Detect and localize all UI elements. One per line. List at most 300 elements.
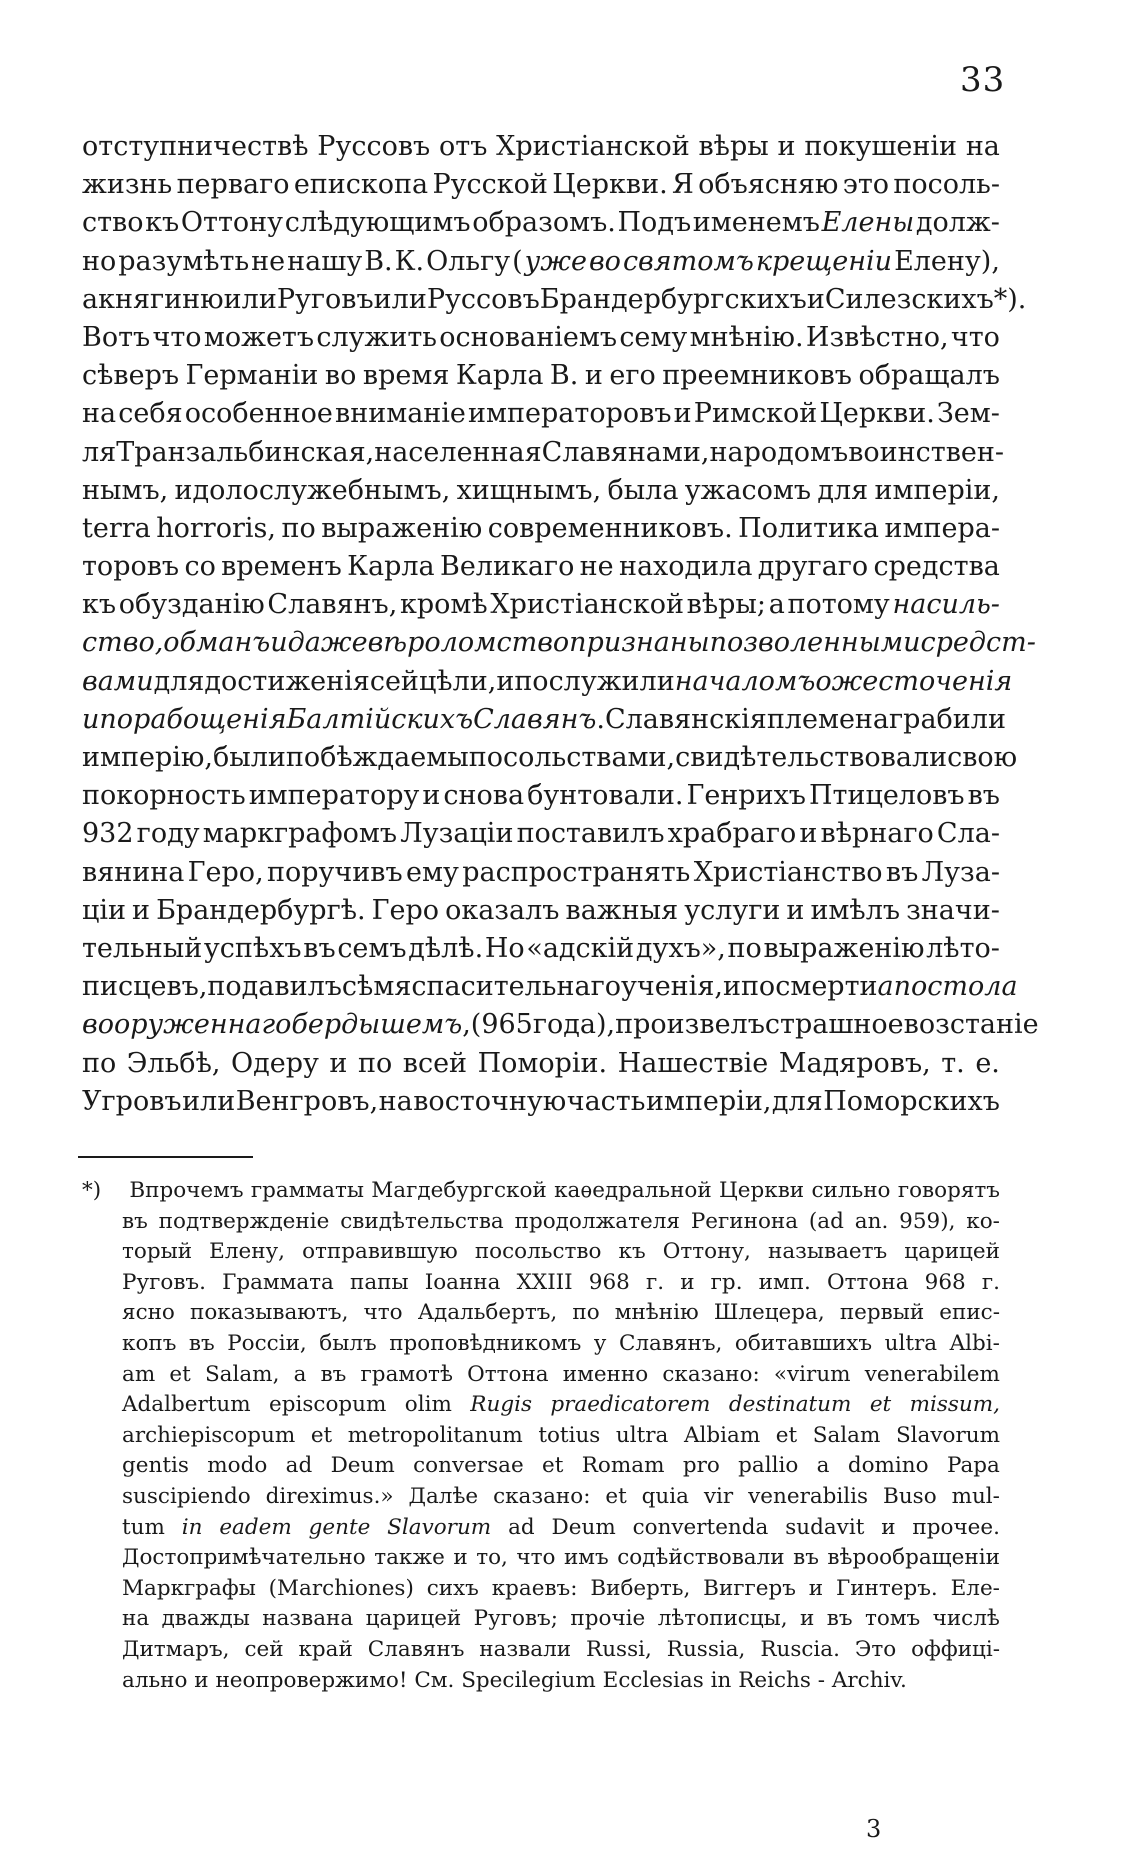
word: Христіанской (496, 131, 690, 162)
word: Луза- (921, 856, 1000, 888)
word: распространять (462, 856, 691, 888)
word: Карла (455, 360, 544, 392)
word: маркграфомъ (202, 818, 398, 850)
text-line (82, 548, 1000, 586)
word: и (82, 703, 100, 735)
word: для (153, 665, 205, 697)
word: et (169, 1361, 191, 1387)
word: Specilegium (461, 1667, 603, 1693)
word: Извѣстно, (805, 321, 949, 353)
word: можетъ (203, 321, 315, 353)
word: произвелъ (615, 1009, 765, 1041)
word: время (362, 360, 450, 392)
word: имѣлъ (810, 894, 901, 926)
word: семъ (337, 932, 407, 964)
word: «адскій (526, 932, 635, 964)
word: именемъ (692, 207, 820, 239)
word: Геро, (187, 856, 264, 888)
word: Ольгу (426, 245, 511, 277)
word: позволенными (709, 627, 921, 659)
word: лѣто- (926, 932, 1000, 964)
word: Славянъ (473, 703, 597, 735)
word: т. (941, 1047, 965, 1079)
word: Руссовъ (426, 283, 540, 315)
word: свидѣтельства (340, 1208, 504, 1234)
word: началомъ (674, 665, 816, 697)
word: обузданію (118, 589, 265, 621)
word: terra (82, 512, 151, 544)
word: ученія, (620, 971, 723, 1003)
word: Лузаціи (400, 818, 514, 850)
word: Шлецера, (713, 1300, 825, 1326)
word: domino (847, 1453, 929, 1479)
word: со (184, 551, 216, 583)
word: et (605, 1483, 627, 1509)
word: Оттону, (662, 1239, 751, 1265)
word: а (768, 589, 785, 621)
word: Брандербургѣ. (156, 894, 366, 926)
word: Сла- (936, 818, 1000, 850)
word: императоровъ (468, 398, 672, 430)
text-line (82, 434, 1005, 472)
word: ко- (966, 1208, 1000, 1234)
word: не (251, 245, 286, 277)
word: сѣверъ (82, 360, 180, 392)
word: Граммата (222, 1269, 334, 1295)
word: что (950, 321, 1000, 353)
word: подавилъ (207, 971, 342, 1003)
word: сказано: (493, 1483, 591, 1509)
word: venerabilem (864, 1361, 1000, 1387)
word: Ruscia. (760, 1636, 840, 1662)
word: возстаніе (903, 1009, 1039, 1041)
word: также (374, 1545, 445, 1571)
word: Оттона (827, 1269, 909, 1295)
word: особенное (184, 398, 333, 430)
page-number: 33 (960, 60, 1006, 100)
word: дважды (161, 1606, 250, 1632)
word: Римской (693, 398, 818, 430)
word: грамотѣ (360, 1361, 453, 1387)
word: или (223, 283, 277, 315)
word: значи- (906, 894, 1000, 926)
word: сказано: (662, 1361, 760, 1387)
word: грабили (889, 703, 1006, 735)
word: et (542, 1453, 564, 1479)
word: къ (145, 207, 180, 239)
word: въ (885, 856, 919, 888)
text-line (82, 281, 1027, 319)
text-line (82, 624, 1036, 662)
word: Papa (946, 1453, 1000, 1479)
word: мнѣнію. (689, 321, 804, 353)
word: покушеніи (804, 131, 958, 162)
word: образомъ. (472, 207, 616, 239)
text-line (82, 357, 1000, 395)
word: , (462, 1009, 471, 1041)
word: его (609, 360, 656, 392)
word: Германіи (185, 360, 319, 392)
word: покорность (82, 780, 246, 812)
word: ожесточенія (815, 665, 1013, 697)
word: Archiv. (831, 1667, 907, 1693)
word: перваго (176, 169, 290, 201)
word: Мадяровъ, (778, 1047, 931, 1079)
word: на (82, 398, 117, 430)
word: Salam (812, 1422, 881, 1448)
word: (ad (808, 1208, 844, 1234)
word: ально (122, 1667, 195, 1693)
word: поручивъ (267, 856, 403, 888)
word: вниманіе (335, 398, 466, 430)
footnote-line (82, 1451, 1000, 1482)
word: (965 (470, 1009, 533, 1041)
word: Подъ (617, 207, 692, 239)
word: по (727, 932, 762, 964)
word: Виггеръ (703, 1575, 796, 1601)
word: лѣтописцы, (657, 1606, 788, 1632)
word: на (122, 1606, 150, 1632)
word: а (82, 283, 99, 315)
word: по (281, 512, 316, 544)
word: Руговъ. (122, 1269, 206, 1295)
word: - (817, 1667, 832, 1693)
word: и (453, 1545, 468, 1571)
word: Россіи, (227, 1330, 307, 1356)
word: См. (414, 1667, 462, 1693)
word: et (869, 1392, 892, 1418)
word: называетъ (767, 1239, 888, 1265)
word: Руссовъ (317, 131, 431, 162)
word: an. (854, 1208, 889, 1234)
word: gentis (122, 1453, 189, 1479)
word: vir (703, 1483, 734, 1509)
word: оффиці- (911, 1636, 1000, 1662)
word: 932 (82, 818, 134, 850)
word: сей (244, 1636, 284, 1662)
word: идолослужебнымъ, (174, 474, 451, 506)
word: Поморскихъ (823, 1085, 1000, 1117)
text-line (82, 166, 1000, 204)
word: Оттону (180, 207, 284, 239)
footnote-divider (78, 1156, 253, 1158)
word: и (722, 971, 741, 1003)
text-line (82, 739, 1018, 777)
word: Но (484, 932, 525, 964)
word: ему (406, 856, 459, 888)
word: 968 (588, 1269, 630, 1295)
word: епис- (939, 1300, 1000, 1326)
word: «virum (773, 1361, 851, 1387)
word: томъ (864, 1606, 921, 1632)
word: Русской (432, 169, 548, 201)
word: Славянами, (541, 436, 710, 468)
word: во (324, 360, 357, 392)
word: или (373, 283, 427, 315)
word: выраженію (763, 932, 925, 964)
word: Slavorum (387, 1514, 492, 1540)
word: Salam, (204, 1361, 280, 1387)
word: г. (981, 1269, 1000, 1295)
word: отъ (439, 131, 488, 162)
word: посольство (474, 1239, 602, 1265)
text-line (82, 815, 1000, 853)
word: Геро (371, 894, 440, 926)
footnote-line (82, 1176, 1000, 1207)
word: Христіанство (693, 856, 883, 888)
word: бунтовали. (527, 780, 684, 812)
word: и (270, 627, 288, 659)
word: Силезскихъ (824, 283, 994, 315)
word: sudavit (785, 1514, 865, 1540)
word: Slavorum (895, 1422, 1000, 1448)
word: и (673, 398, 692, 430)
word: побѣждаемы (285, 742, 469, 773)
main-body-text (82, 128, 1039, 1121)
footnote-marker: *) (82, 1178, 102, 1203)
footnote-line (82, 1513, 1000, 1544)
word: царицей (904, 1239, 1000, 1265)
text-line (82, 1006, 1039, 1044)
word: воинствен- (848, 436, 1005, 468)
word: даже (287, 627, 368, 659)
word: Достопримѣчательно (122, 1545, 366, 1571)
word: жизнь (82, 169, 173, 201)
word: ( (512, 245, 523, 277)
word: вѣры; (686, 589, 766, 621)
word: Deum (330, 1453, 395, 1479)
word: Далѣе (408, 1483, 479, 1509)
word: Политика (738, 512, 880, 544)
text-line (82, 854, 1000, 892)
word: по (572, 1300, 600, 1326)
word: княгиню (98, 283, 224, 315)
text-line (82, 128, 1000, 166)
word: часть (566, 1085, 646, 1117)
word: Христіанской (490, 589, 684, 621)
word: это (842, 169, 890, 201)
word: спасительнаго (411, 971, 621, 1003)
word: вѣрнаго (820, 818, 934, 850)
text-line (82, 395, 1000, 433)
word: имперію, (82, 742, 213, 773)
word: Albiam (683, 1422, 761, 1448)
word: порабощенія (99, 703, 287, 735)
word: ство, (82, 627, 164, 659)
word: достиженія (204, 665, 370, 697)
word: Церкви. (819, 398, 935, 430)
word: сѣмя (341, 971, 412, 1003)
word: хищнымъ, (456, 474, 602, 506)
word: обитавшихъ (734, 1330, 873, 1356)
word: для (817, 474, 869, 506)
word: оказалъ (445, 894, 560, 926)
word: объясняю (698, 169, 839, 201)
word: Зем- (936, 398, 1000, 430)
word: гр. (710, 1269, 743, 1295)
word: totius (538, 1422, 601, 1448)
word: вѣрообращеніи (827, 1545, 1000, 1571)
word: Впрочемъ (129, 1178, 244, 1203)
word: по (740, 971, 776, 1003)
word: успѣхъ (203, 932, 302, 964)
word: послужили (514, 665, 675, 697)
word: къ (618, 1239, 646, 1265)
word: Руговъ; (473, 1606, 559, 1632)
text-line (82, 586, 1000, 624)
word: и (496, 665, 515, 697)
word: потому (787, 589, 890, 621)
text-line (82, 319, 1000, 357)
word: Великаго (439, 551, 575, 583)
word: pallio (738, 1453, 799, 1479)
word: и (777, 131, 796, 162)
word: служить (316, 321, 437, 353)
word: каѳедральной (554, 1178, 712, 1203)
word: и (194, 1667, 216, 1693)
word: или (182, 1085, 236, 1117)
footnote-line (82, 1207, 1000, 1238)
word: 968 (924, 1269, 966, 1295)
word: Buso (883, 1483, 937, 1509)
footnote-line (82, 1329, 1000, 1360)
word: archiepiscopum (122, 1422, 296, 1448)
text-line (82, 472, 1000, 510)
word: содѣйствовали (617, 1545, 785, 1571)
word: восточную (413, 1085, 567, 1117)
word: имп. (758, 1269, 811, 1295)
word: бердышемъ (291, 1009, 463, 1041)
word: граммaты (250, 1178, 364, 1203)
word: Магдебургской (371, 1178, 547, 1203)
word: были (212, 742, 286, 773)
word: missum, (909, 1392, 1000, 1418)
text-line (82, 1083, 1000, 1121)
word: destinatum (728, 1392, 852, 1418)
word: разумѣть (118, 245, 250, 277)
word: quia (641, 1483, 689, 1509)
word: Балтійскихъ (286, 703, 474, 735)
word: modo (207, 1453, 268, 1479)
word: нымъ, (82, 474, 169, 506)
word: для (771, 1085, 823, 1117)
word: торовъ (82, 551, 180, 583)
word: поставилъ (516, 818, 665, 850)
word: имъ (563, 1545, 609, 1571)
footnote-line (82, 1360, 1000, 1391)
word: tum (122, 1514, 165, 1540)
word: вѣроломство (367, 627, 570, 659)
word: основаніемъ (439, 321, 618, 353)
word: . (596, 703, 605, 735)
word: ad (285, 1453, 313, 1479)
word: храбраго (667, 818, 797, 850)
word: gente (308, 1514, 371, 1540)
word: средст- (920, 627, 1036, 659)
text-line (82, 1045, 1000, 1083)
footnote-line (82, 1482, 1000, 1513)
word: былъ (319, 1330, 377, 1356)
word: pro (682, 1453, 720, 1479)
word: сему (619, 321, 688, 353)
text-line (82, 204, 1000, 242)
word: преемниковъ (662, 360, 852, 392)
word: a (816, 1453, 830, 1479)
word: Reichs (738, 1667, 818, 1693)
word: и (808, 1575, 824, 1601)
word: тельный (82, 932, 203, 964)
word: назвали (479, 1636, 572, 1662)
word: неопровержимо! (215, 1667, 415, 1693)
word: Церкви. (552, 169, 668, 201)
word: Птицеловъ (808, 780, 965, 812)
word: имперіи, (874, 474, 1000, 506)
word: именно (562, 1361, 649, 1387)
word: eadem (219, 1514, 292, 1540)
text-line (82, 701, 1006, 739)
word: et (310, 1422, 333, 1448)
word: признаны (569, 627, 710, 659)
word: е. (975, 1047, 1000, 1079)
word: слѣдующимъ (284, 207, 471, 239)
footnote-line (82, 1604, 1000, 1635)
word: Транзальбинская, (116, 436, 375, 468)
word: Это (854, 1636, 897, 1662)
word: мнѣнію (614, 1300, 699, 1326)
word: край (298, 1636, 353, 1662)
word: ужасомъ (684, 474, 812, 506)
word: средства (873, 551, 1000, 583)
footnote-line (82, 1635, 1000, 1666)
word: Славянъ, (267, 589, 398, 621)
word: Adalbertum (122, 1392, 251, 1418)
word: не (579, 551, 614, 583)
word: но (82, 245, 117, 277)
word: convertenda (632, 1514, 769, 1540)
word: metropolitanum (347, 1422, 523, 1448)
word: ultra (615, 1422, 669, 1448)
word: выраженію (321, 512, 483, 544)
word: дѣлѣ. (408, 932, 484, 964)
word: Руговъ (276, 283, 374, 315)
word: Еле- (950, 1575, 1000, 1601)
word: къ (82, 589, 117, 621)
word: Romam (581, 1453, 665, 1479)
word: писцевъ, (82, 971, 208, 1003)
word: императору (248, 780, 420, 812)
word: В. (549, 360, 579, 392)
word: Deum (551, 1514, 616, 1540)
word: копъ (122, 1330, 177, 1356)
word: а (293, 1361, 307, 1387)
word: другаго (757, 551, 869, 583)
word: Елену, (209, 1239, 286, 1265)
word: уже (524, 245, 587, 277)
word: была (607, 474, 679, 506)
word: сильно (811, 1178, 891, 1203)
word: mul- (951, 1483, 1000, 1509)
word: Карла (347, 551, 435, 583)
word: ad (508, 1514, 535, 1540)
word: Гинтеръ. (835, 1575, 938, 1601)
word: на (378, 1085, 413, 1117)
word: по (82, 1047, 117, 1079)
footnote-line (82, 1666, 1000, 1697)
word: насиль- (892, 589, 1000, 621)
text-line (82, 663, 1013, 701)
word: ціи (82, 894, 126, 926)
word: Брандербургскихъ (539, 283, 807, 315)
